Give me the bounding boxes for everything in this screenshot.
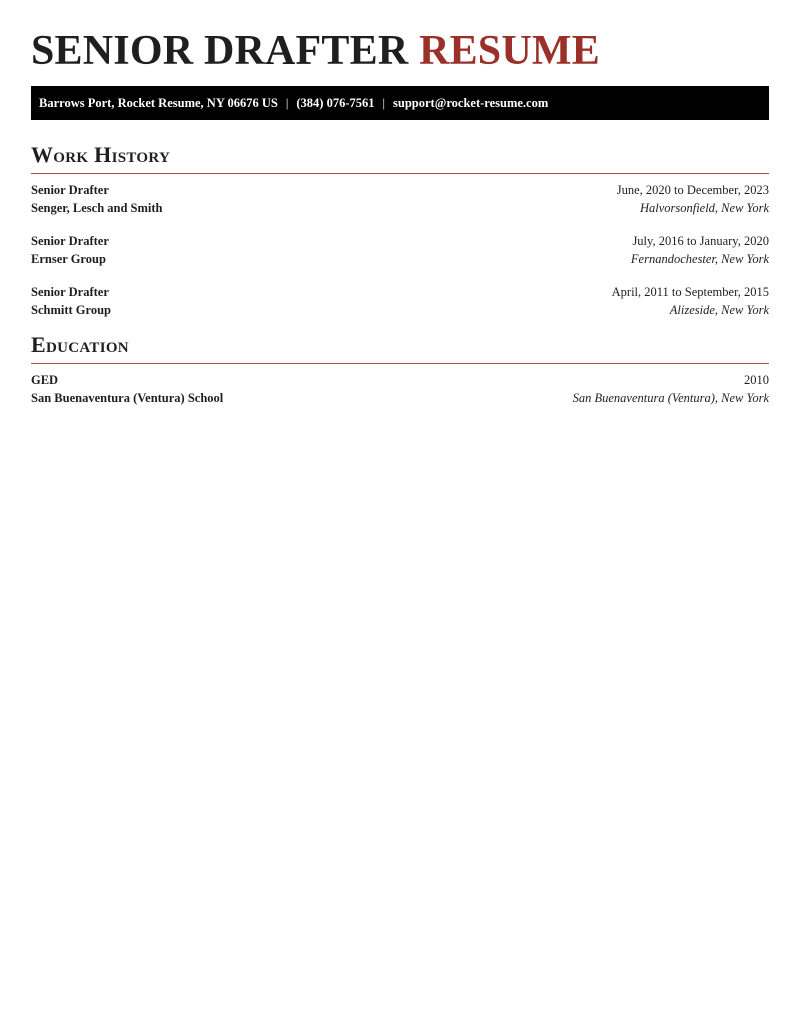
contact-email[interactable]: support@rocket-resume.com <box>393 95 549 110</box>
education-heading: Education <box>31 332 129 357</box>
job-dates: July, 2016 to January, 2020 <box>632 234 769 248</box>
education-list <box>31 372 769 407</box>
resume-page <box>31 0 769 407</box>
contact-separator: | <box>382 95 386 110</box>
job-dates: June, 2020 to December, 2023 <box>616 183 769 197</box>
contact-separator: | <box>285 95 289 110</box>
job-dates: April, 2011 to September, 2015 <box>611 285 769 299</box>
job-title: Senior Drafter <box>31 234 109 248</box>
work-history-divider <box>31 173 769 174</box>
degree: GED <box>31 373 59 387</box>
education-entry <box>31 372 769 407</box>
education-section <box>31 332 769 407</box>
contact-address: Barrows Port, Rocket Resume, NY 06676 US <box>39 95 278 110</box>
graduation-year: 2010 <box>744 373 769 387</box>
work-history-heading: Work History <box>31 142 171 167</box>
company-name: Schmitt Group <box>31 302 111 317</box>
work-history-section <box>31 142 769 319</box>
work-entry <box>31 182 769 217</box>
job-title: Senior Drafter <box>31 285 109 299</box>
education-divider <box>31 363 769 364</box>
school-name: San Buenaventura (Ventura) School <box>31 390 224 405</box>
job-location: Fernandochester, New York <box>630 251 769 266</box>
title-accent: RESUME <box>419 28 600 74</box>
company-name: Ernser Group <box>31 251 106 266</box>
job-location: Halvorsonfield, New York <box>639 200 769 215</box>
school-location: San Buenaventura (Ventura), New York <box>572 390 769 405</box>
work-history-list <box>31 182 769 319</box>
contact-phone: (384) 076-7561 <box>296 95 375 110</box>
job-title: Senior Drafter <box>31 183 109 197</box>
job-location: Alizeside, New York <box>669 302 769 317</box>
company-name: Senger, Lesch and Smith <box>31 200 163 215</box>
resume-title <box>31 0 769 74</box>
title-main: SENIOR DRAFTER <box>31 28 409 74</box>
work-entry <box>31 284 769 319</box>
contact-bar <box>31 86 769 120</box>
work-entry <box>31 233 769 268</box>
